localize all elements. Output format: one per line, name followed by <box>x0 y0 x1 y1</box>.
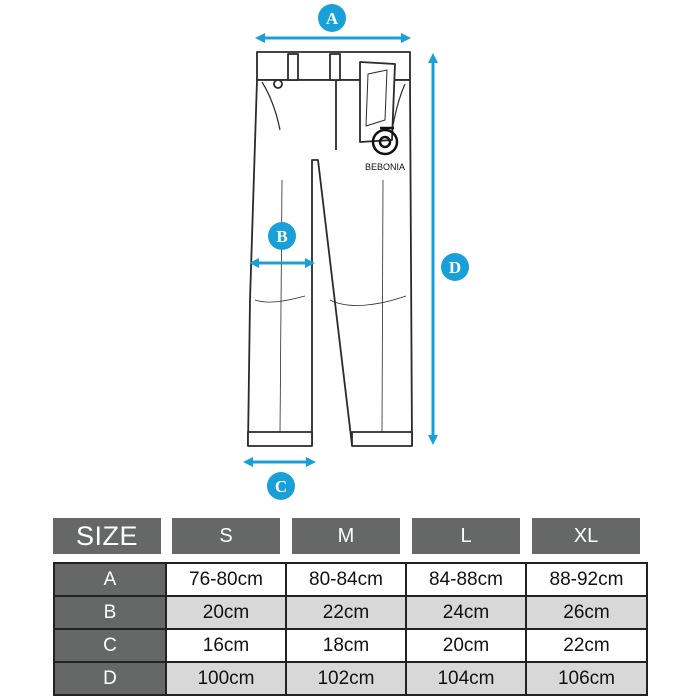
row-label: B <box>54 596 166 629</box>
table-cell: 26cm <box>526 596 647 629</box>
column-header-m: M <box>292 518 400 554</box>
pants-drawing <box>248 52 412 446</box>
measure-a <box>258 4 408 38</box>
table-cell: 88-92cm <box>526 563 647 596</box>
label-a: A <box>325 9 339 28</box>
table-cell: 20cm <box>406 629 526 662</box>
row-label: D <box>54 662 166 695</box>
label-b: B <box>276 227 288 246</box>
table-cell: 76-80cm <box>166 563 286 596</box>
row-label: C <box>54 629 166 662</box>
table-cell: 106cm <box>526 662 647 695</box>
row-label: A <box>54 563 166 596</box>
table-cell: 22cm <box>526 629 647 662</box>
column-header-xl: XL <box>532 518 640 554</box>
table-cell: 20cm <box>166 596 286 629</box>
table-cell: 18cm <box>286 629 406 662</box>
table-cell: 100cm <box>166 662 286 695</box>
table-cell: 22cm <box>286 596 406 629</box>
table-cell: 16cm <box>166 629 286 662</box>
column-header-s: S <box>172 518 280 554</box>
table-cell: 24cm <box>406 596 526 629</box>
measure-d <box>433 56 469 442</box>
column-header-l: L <box>412 518 520 554</box>
table-cell: 104cm <box>406 662 526 695</box>
table-row <box>54 629 647 662</box>
size-table <box>53 562 648 696</box>
table-row <box>54 662 647 695</box>
brand-name: BEBONIA <box>364 162 406 172</box>
table-cell: 80-84cm <box>286 563 406 596</box>
table-row <box>54 596 647 629</box>
label-c: C <box>274 477 288 496</box>
table-row <box>54 563 647 596</box>
size-header: SIZE <box>53 518 161 554</box>
table-cell: 102cm <box>286 662 406 695</box>
label-d: D <box>448 258 462 277</box>
measure-c <box>246 462 313 500</box>
table-cell: 84-88cm <box>406 563 526 596</box>
